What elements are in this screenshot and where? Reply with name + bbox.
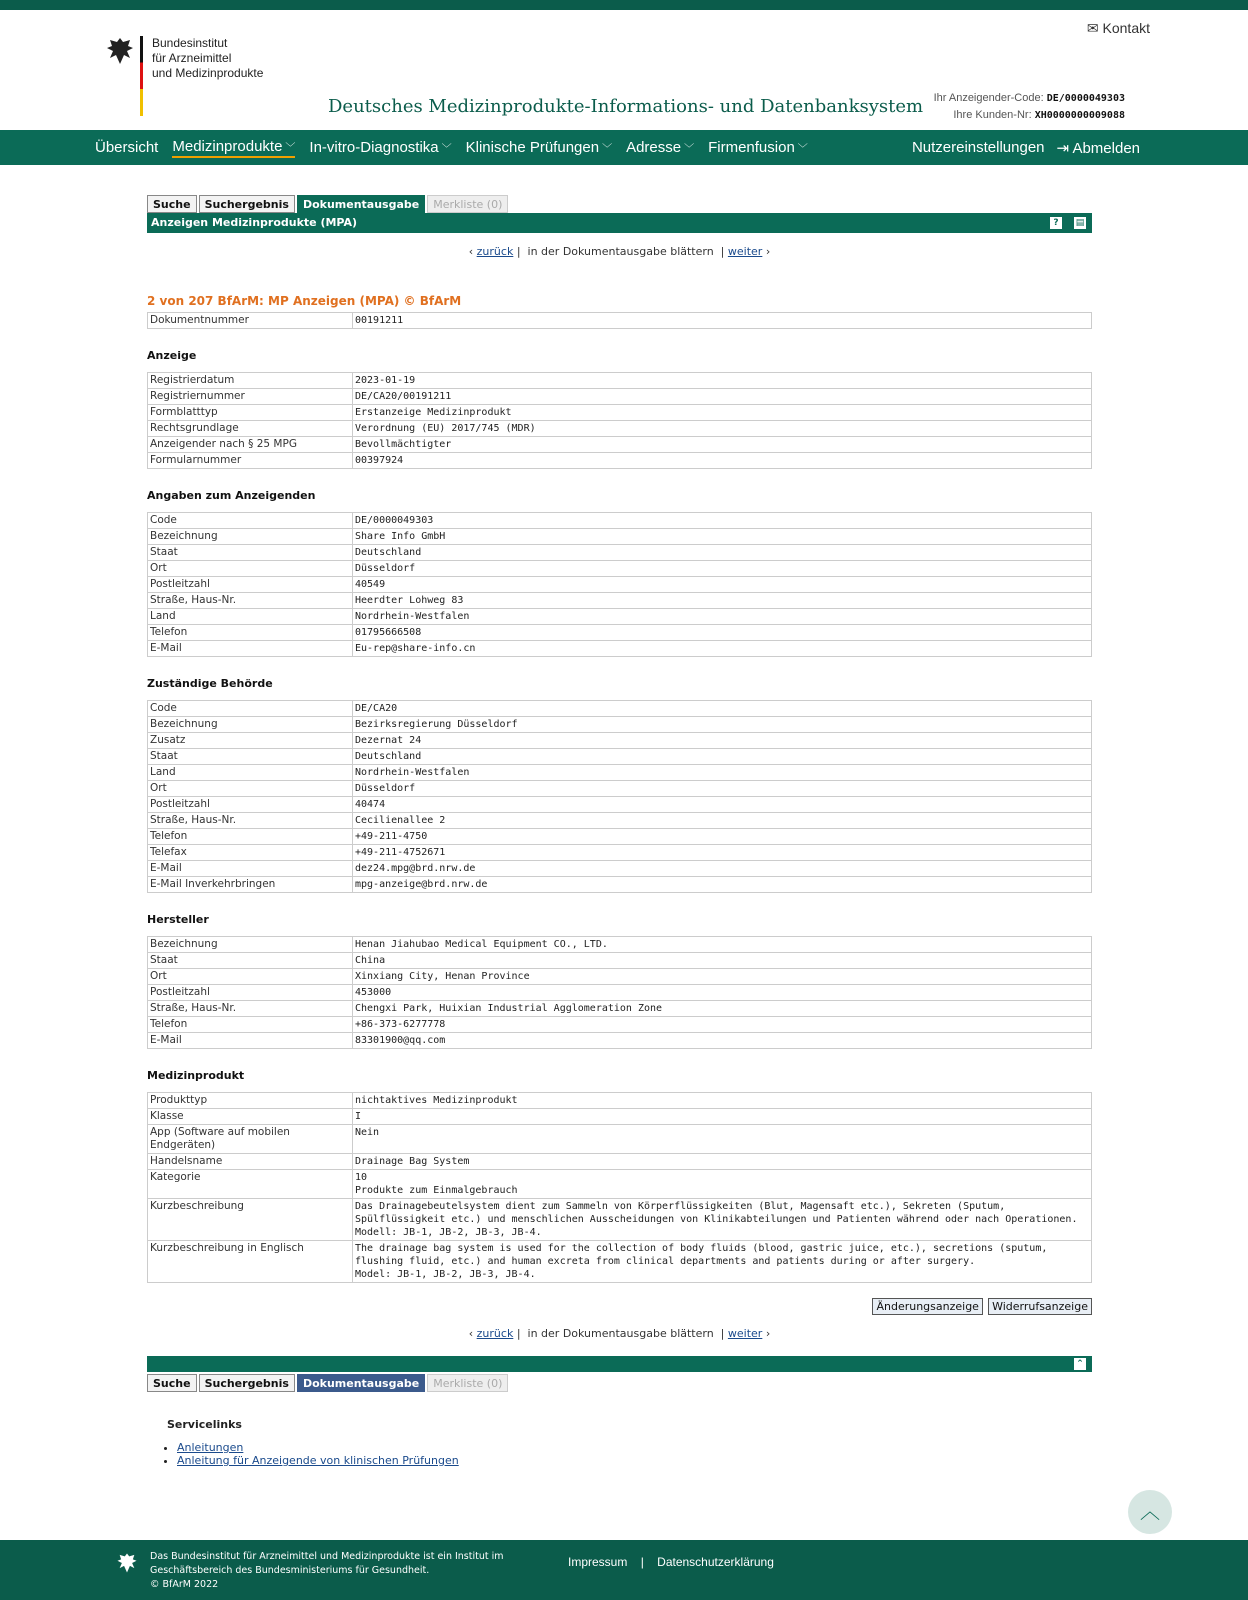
table-row (148, 797, 1092, 813)
field-value: 40474 (353, 797, 1092, 813)
nav-label: Adresse (626, 139, 682, 156)
logout-icon: ⇥ (1056, 139, 1070, 157)
field-value: Bezirksregierung Düsseldorf (353, 717, 1092, 733)
field-value: Düsseldorf (353, 561, 1092, 577)
field-value: Nordrhein-Westfalen (353, 765, 1092, 781)
kontakt-link[interactable] (1087, 20, 1150, 37)
table-row (148, 701, 1092, 717)
scroll-top-icon[interactable]: ⌃ (1074, 1358, 1086, 1370)
table-row (148, 625, 1092, 641)
page-footer (0, 1540, 1248, 1600)
table-row (148, 1199, 1092, 1241)
field-label: Ort (148, 781, 353, 797)
field-value: China (353, 953, 1092, 969)
section-heading: Medizinprodukt (147, 1069, 245, 1082)
table-row (148, 985, 1092, 1001)
data-table (147, 1092, 1092, 1283)
table-row (148, 861, 1092, 877)
field-label: Land (148, 765, 353, 781)
data-table (147, 936, 1092, 1049)
table-row (148, 1109, 1092, 1125)
field-label: E-Mail (148, 861, 353, 877)
field-label: Code (148, 701, 353, 717)
bottom-section-bar (147, 1356, 1092, 1372)
site-title: Deutsches Medizinprodukte-Informations- und Datenbanksystem (328, 96, 924, 117)
top-accent-bar (0, 0, 1248, 10)
table-row (148, 373, 1092, 389)
institute-line: und Medizinprodukte (152, 66, 264, 80)
institute-line: Bundesinstitut (152, 36, 228, 50)
field-label: Anzeigender nach § 25 MPG (148, 437, 353, 453)
section-heading: Zuständige Behörde (147, 677, 273, 690)
flag-stripe (140, 36, 143, 116)
table-row (148, 405, 1092, 421)
field-value: +86-373-6277778 (353, 1017, 1092, 1033)
field-label: Zusatz (148, 733, 353, 749)
nav-abmelden[interactable] (1057, 139, 1140, 157)
field-label: Staat (148, 749, 353, 765)
section-heading: Angaben zum Anzeigenden (147, 489, 316, 502)
field-label: Postleitzahl (148, 797, 353, 813)
table-row (148, 641, 1092, 657)
table-row (148, 877, 1092, 893)
table-row (148, 609, 1092, 625)
field-label: Straße, Haus-Nr. (148, 1001, 353, 1017)
field-label: Bezeichnung (148, 717, 353, 733)
field-label: Telefon (148, 1017, 353, 1033)
field-label: Kurzbeschreibung in Englisch (148, 1241, 353, 1283)
field-value: Xinxiang City, Henan Province (353, 969, 1092, 985)
field-label: Land (148, 609, 353, 625)
table-row (148, 593, 1092, 609)
field-label: Postleitzahl (148, 577, 353, 593)
table-row (148, 561, 1092, 577)
field-value: The drainage bag system is used for the collection of body fluids (blood, gastric juice, etc.), secretions (sputum, flushing fluid, etc.) and human excreta from clinical departments and patients during or after surgery. Model: JB-1, JB-2, JB-3, JB-4. (353, 1241, 1092, 1283)
field-label: Bezeichnung (148, 529, 353, 545)
pager-next-link[interactable]: weiter (727, 245, 763, 258)
tab-suchergebnis[interactable]: Suchergebnis (199, 195, 295, 213)
table-row (148, 1017, 1092, 1033)
field-value: Deutschland (353, 749, 1092, 765)
institute-line: für Arzneimittel (152, 51, 232, 65)
pager-label: in der Dokumentausgabe blättern (527, 245, 714, 258)
field-label: E-Mail (148, 641, 353, 657)
tab-merkliste[interactable]: Merkliste (0) (427, 195, 508, 213)
nav-nutzereinstellungen[interactable]: Nutzereinstellungen (911, 139, 1045, 156)
field-label: Produkttyp (148, 1093, 353, 1109)
table-row (148, 1093, 1092, 1109)
table-row (148, 749, 1092, 765)
servicelinks-title: Servicelinks (167, 1418, 242, 1431)
field-value: Erstanzeige Medizinprodukt (353, 405, 1092, 421)
nav-adresse[interactable] (626, 139, 694, 156)
field-label: Formularnummer (148, 453, 353, 469)
table-row (148, 953, 1092, 969)
kontakt-label: Kontakt (1102, 20, 1150, 36)
field-value: Chengxi Park, Huixian Industrial Agglomeration Zone (353, 1001, 1092, 1017)
field-label: Telefax (148, 845, 353, 861)
field-value: Henan Jiahubao Medical Equipment CO., LTD. (353, 937, 1092, 953)
table-row (148, 813, 1092, 829)
field-value: Bevollmächtigter (353, 437, 1092, 453)
separator: | (640, 1555, 644, 1569)
document-sections (147, 349, 1092, 1283)
tab-dokumentausgabe[interactable]: Dokumentausgabe (297, 1374, 425, 1392)
field-label: Telefon (148, 829, 353, 845)
tab-merkliste[interactable]: Merkliste (0) (427, 1374, 508, 1392)
doc-number-table (147, 312, 1092, 329)
field-value: Deutschland (353, 545, 1092, 561)
nav-label: In-vitro-Diagnostika (309, 139, 439, 156)
table-row (148, 1241, 1092, 1283)
mail-icon: ✉ (1086, 20, 1099, 36)
field-label: Registriernummer (148, 389, 353, 405)
nav-label: Klinische Prüfungen (465, 139, 600, 156)
section-bar (147, 213, 1092, 233)
field-value: Das Drainagebeutelsystem dient zum Sammeln von Körperflüssigkeiten (Blut, Magensaft etc.), Sekreten (Sputum, Spülflüssigkeit etc.) und menschlichen Ausscheidungen von Klinikabteilungen und Patienten während oder nach Operationen. Modell: JB-1, JB-2, JB-3, JB-4. (353, 1199, 1092, 1241)
nav-in-vitro-diagnostika[interactable] (309, 139, 451, 156)
nav-medizinprodukte[interactable] (172, 138, 295, 158)
field-value: Heerdter Lohweg 83 (353, 593, 1092, 609)
field-label: Kurzbeschreibung (148, 1199, 353, 1241)
field-value: DE/0000049303 (353, 513, 1092, 529)
field-label: Klasse (148, 1109, 353, 1125)
anleitung-klinische-pruefungen-link[interactable]: Anleitung für Anzeigende von klinischen Prüfungen (177, 1454, 459, 1467)
table-row (148, 1033, 1092, 1049)
field-label: E-Mail (148, 1033, 353, 1049)
field-label: Registrierdatum (148, 373, 353, 389)
nav-label: Medizinprodukte (172, 137, 283, 155)
field-value: Nein (353, 1125, 1092, 1154)
field-value: 83301900@qq.com (353, 1033, 1092, 1049)
anleitungen-link[interactable]: Anleitungen (177, 1441, 244, 1454)
document-title: 2 von 207 BfArM: MP Anzeigen (MPA) © BfArM (147, 294, 462, 308)
field-value: Drainage Bag System (353, 1154, 1092, 1170)
table-row (148, 765, 1092, 781)
widerrufsanzeige-button[interactable]: Widerrufsanzeige (988, 1298, 1092, 1315)
chevron-down-icon: ﹀ (797, 144, 808, 155)
section-heading: Anzeige (147, 349, 197, 362)
table-row (148, 453, 1092, 469)
field-value: 453000 (353, 985, 1092, 1001)
table-row (148, 1001, 1092, 1017)
field-value: 01795666508 (353, 625, 1092, 641)
table-row (148, 781, 1092, 797)
table-row (148, 577, 1092, 593)
table-row (148, 845, 1092, 861)
field-value: +49-211-4750 (353, 829, 1092, 845)
field-value: nichtaktives Medizinprodukt (353, 1093, 1092, 1109)
field-value: 40549 (353, 577, 1092, 593)
table-row (148, 421, 1092, 437)
table-row (148, 1170, 1092, 1199)
field-value: Verordnung (EU) 2017/745 (MDR) (353, 421, 1092, 437)
list-item (177, 1454, 1092, 1467)
field-label: Postleitzahl (148, 985, 353, 1001)
pager-back-link[interactable]: zurück (476, 245, 514, 258)
tab-bar-bottom (147, 1374, 1092, 1392)
chevron-down-icon: ﹀ (285, 142, 296, 154)
table-row (148, 529, 1092, 545)
tab-suche[interactable]: Suche (147, 195, 197, 213)
footer-description: Das Bundesinstitut für Arzneimittel und Medizinprodukte ist ein Institut im Geschäftsbereich des Bundesministeriums für Gesundheit. (150, 1551, 504, 1576)
field-label: Bezeichnung (148, 937, 353, 953)
tab-suche[interactable]: Suche (147, 1374, 197, 1392)
field-label: App (Software auf mobilen Endgeräten) (148, 1125, 353, 1154)
table-row (148, 969, 1092, 985)
field-label: Straße, Haus-Nr. (148, 593, 353, 609)
field-label: Dokumentnummer (148, 313, 353, 329)
federal-eagle-icon (116, 1552, 138, 1574)
tab-bar (147, 195, 1092, 213)
field-value: Eu-rep@share-info.cn (353, 641, 1092, 657)
table-row (148, 733, 1092, 749)
main-content (147, 195, 1092, 1467)
table-row (148, 437, 1092, 453)
federal-eagle-icon (106, 36, 134, 66)
field-label: Staat (148, 953, 353, 969)
impressum-link[interactable]: Impressum (568, 1555, 628, 1569)
field-value: I (353, 1109, 1092, 1125)
pager-label: in der Dokumentausgabe blättern (527, 1327, 714, 1340)
field-label: Telefon (148, 625, 353, 641)
help-icon[interactable]: ? (1050, 217, 1062, 229)
field-label: E-Mail Inverkehrbringen (148, 877, 353, 893)
field-value: 00397924 (353, 453, 1092, 469)
pager-back-link[interactable]: zurück (476, 1327, 514, 1340)
datenschutz-link[interactable]: Datenschutzerklärung (657, 1555, 774, 1569)
footer-copyright: © BfArM 2022 (150, 1579, 219, 1590)
table-row (148, 545, 1092, 561)
nav-firmenfusion[interactable] (708, 139, 808, 156)
field-value: Düsseldorf (353, 781, 1092, 797)
chevron-up-icon: ︿ (1140, 1499, 1160, 1523)
chevron-down-icon: ﹀ (602, 144, 613, 155)
back-to-top-button[interactable] (1128, 1490, 1172, 1534)
footer-text (150, 1550, 530, 1592)
field-value: DE/CA20/00191211 (353, 389, 1092, 405)
data-table (147, 372, 1092, 469)
field-label: Handelsname (148, 1154, 353, 1170)
kunden-nr-value: XH0000000009088 (1034, 110, 1125, 121)
field-label: Ort (148, 561, 353, 577)
field-value: mpg-anzeige@brd.nrw.de (353, 877, 1092, 893)
nav-uebersicht[interactable]: Übersicht (95, 139, 159, 156)
print-icon[interactable]: ▤ (1075, 218, 1085, 228)
field-label: Rechtsgrundlage (148, 421, 353, 437)
table-row (148, 389, 1092, 405)
field-value: dez24.mpg@brd.nrw.de (353, 861, 1092, 877)
table-row (148, 937, 1092, 953)
table-row (148, 717, 1092, 733)
field-label: Straße, Haus-Nr. (148, 813, 353, 829)
field-value: Nordrhein-Westfalen (353, 609, 1092, 625)
table-row (148, 313, 1092, 329)
field-value: 00191211 (353, 313, 1092, 329)
nav-label: Abmelden (1072, 139, 1140, 157)
servicelinks (167, 1418, 1092, 1467)
kunden-nr-label: Ihre Kunden-Nr: (953, 109, 1032, 121)
pager-next-link[interactable]: weiter (727, 1327, 763, 1340)
field-value: 10 Produkte zum Einmalgebrauch (353, 1170, 1092, 1199)
list-item (177, 1441, 1092, 1454)
field-value: Share Info GmbH (353, 529, 1092, 545)
action-buttons (147, 1295, 1092, 1315)
anzeigender-code-value: DE/0000049303 (1046, 93, 1125, 104)
chevron-down-icon: ﹀ (441, 144, 452, 155)
field-label: Ort (148, 969, 353, 985)
field-value: +49-211-4752671 (353, 845, 1092, 861)
section-heading: Hersteller (147, 913, 209, 926)
table-row (148, 513, 1092, 529)
main-navigation (0, 130, 1248, 165)
data-table (147, 700, 1092, 893)
tab-dokumentausgabe[interactable]: Dokumentausgabe (297, 195, 425, 213)
data-table (147, 512, 1092, 657)
field-label: Staat (148, 545, 353, 561)
field-label: Kategorie (148, 1170, 353, 1199)
nav-klinische-pruefungen[interactable] (466, 139, 612, 156)
footer-links (568, 1555, 774, 1569)
field-value: DE/CA20 (353, 701, 1092, 717)
table-row (148, 1125, 1092, 1154)
aenderungsanzeige-button[interactable]: Änderungsanzeige (872, 1298, 983, 1315)
field-value: Dezernat 24 (353, 733, 1092, 749)
nav-label: Firmenfusion (708, 139, 795, 156)
chevron-down-icon: ﹀ (684, 144, 695, 155)
field-label: Formblatttyp (148, 405, 353, 421)
table-row (148, 1154, 1092, 1170)
field-value: 2023-01-19 (353, 373, 1092, 389)
tab-suchergebnis[interactable]: Suchergebnis (199, 1374, 295, 1392)
pager-bottom: ‹ zurück | in der Dokumentausgabe blättern | weiter › (468, 1327, 771, 1340)
anzeigender-code-label: Ihr Anzeigender-Code: (933, 92, 1044, 104)
table-row (148, 829, 1092, 845)
field-value: Cecilienallee 2 (353, 813, 1092, 829)
user-codes (934, 90, 1125, 124)
field-label: Code (148, 513, 353, 529)
section-bar-title: Anzeigen Medizinprodukte (MPA) (151, 216, 358, 229)
pager-top: ‹ zurück | in der Dokumentausgabe blättern | weiter › (468, 245, 771, 258)
page-header (0, 10, 1248, 130)
institute-name (152, 36, 263, 81)
